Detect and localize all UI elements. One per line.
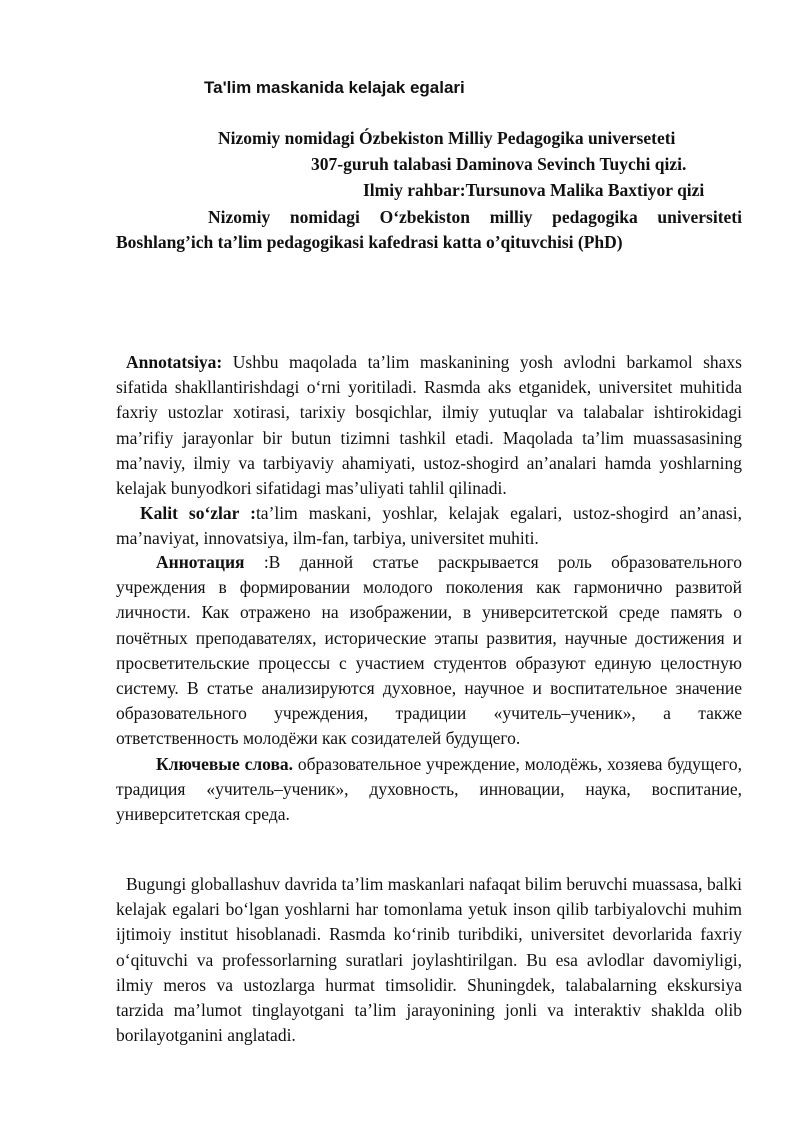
keywords-uz-text: ta’lim maskani, yoshlar, kelajak egalari, ustoz-shogird an’anasi, ma’naviyat, innovatsiya, ilm-fan, tarbiya, universitet muhiti.: [116, 503, 742, 549]
advisor-affiliation: [116, 205, 742, 255]
abstract-ru: [116, 550, 742, 752]
article-title: Ta'lim maskanida kelajak egalari: [204, 78, 465, 97]
author-name: 307-guruh talabasi Daminova Sevinch Tuychi qizi.: [311, 154, 687, 174]
body-paragraph: Bugungi globallashuv davrida ta’lim maskanlari nafaqat bilim beruvchi muassasa, balki kelajak egalari bo‘lgan yoshlarni har tomonlama yetuk inson qilib tarbiyalovchi muhim ijtimoiy institut hisoblanadi. Rasmda ko‘rinib turibdiki, universitet devorlarida faxriy o‘qituvchi va professorlarning suratlari joylashtirilgan. Bu esa avlodlar davomiyligi, ilmiy meros va ustozlarga hurmat timsolidir. Shuningdek, talabalarning ekskursiya tarzida ma’lumot tinglayotgani ta’lim jarayonining jonli va interaktiv shaklda olib borilayotganini anglatadi.: [116, 874, 742, 1046]
keywords-uz-label: Kalit so‘zlar :: [140, 503, 256, 524]
keywords-ru: [116, 752, 742, 828]
abstract-uz-text: Ushbu maqolada ta’lim maskanining yosh avlodni barkamol shaxs sifatida shakllantirishdagi o‘rni yoritiladi. Rasmda aks etganidek, universitet muhitida faxriy ustozlar xotirasi, tarixiy bosqichlar, ilmiy yutuqlar va talabalar ishtirokidagi ma’rifiy jarayonlar bir butun tizimni tashkil etadi. Maqolada ta’lim muassasasining ma’naviy, ilmiy va tarbiyaviy ahamiyati, ustoz-shogird an’analari hamda yoshlarning kelajak bunyodkori sifatidagi mas’uliyati tahlil qilinadi.: [116, 352, 742, 499]
abstract-uz: [116, 350, 742, 501]
abstract-uz-section: [116, 350, 742, 552]
advisor-name: Ilmiy rahbar:Tursunova Malika Baxtiyor qizi: [363, 180, 705, 200]
abstract-uz-label: Annotatsiya:: [126, 352, 223, 372]
advisor-affiliation-line1: Nizomiy nomidagi O‘zbekiston milliy pedagogika universiteti: [208, 207, 742, 227]
keywords-ru-label: Ключевые слова.: [156, 753, 294, 774]
keywords-uz: [116, 501, 742, 551]
author-affiliation: Nizomiy nomidagi Ózbekiston Milliy Pedagogika universeteti: [218, 128, 676, 148]
advisor-affiliation-line2: Boshlang’ich ta’lim pedagogikasi kafedrasi katta o’qituvchisi (PhD): [116, 232, 623, 252]
body-section: [116, 872, 742, 1048]
abstract-ru-label: Аннотация: [156, 552, 245, 572]
abstract-ru-section: [116, 550, 742, 827]
abstract-ru-text: :В данной статье раскрывается роль образовательного учреждения в формировании молодого поколения как гармонично развитой личности. Как отражено на изображении, в университетской среде память о почётных преподавателях, исторические этапы развития, научные достижения и просветительские процессы с участием студентов образуют единую целостную систему. В статье анализируются духовное, научное и воспитательное значение образовательного учреждения, традиции «учитель–ученик», а также ответственность молодёжи как созидателей будущего.: [116, 552, 742, 749]
keywords-ru-text: образовательное учреждение, молодёжь, хозяева будущего, традиция «учитель–ученик», духовность, инновации, наука, воспитание, университетская среда.: [116, 753, 742, 825]
